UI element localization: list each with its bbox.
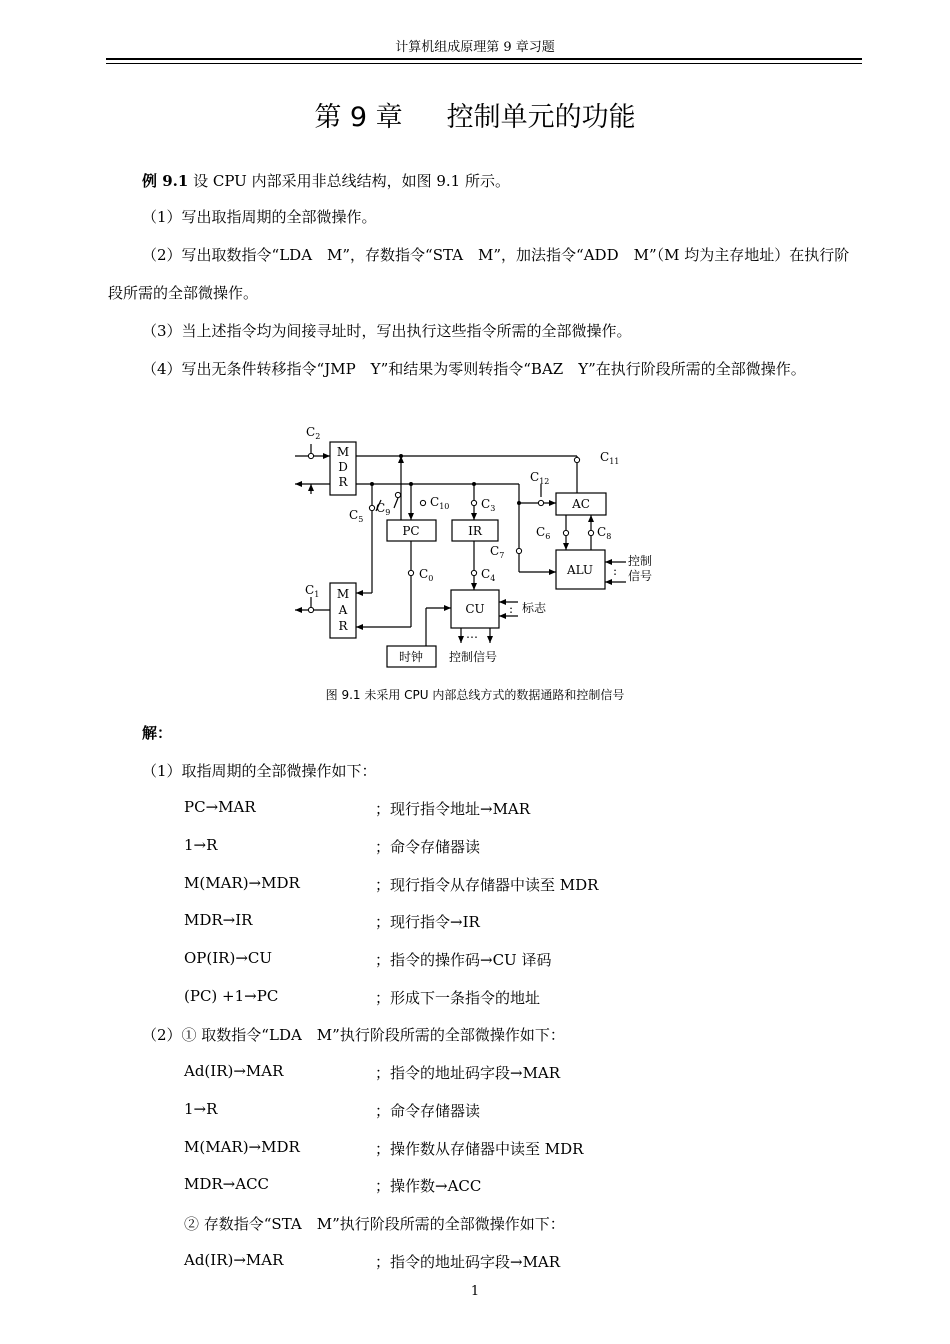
c6-switch bbox=[563, 530, 568, 535]
mdr-label-r: R bbox=[338, 475, 348, 489]
question-3: （3）当上述指令均为间接寻址时，写出执行这些指令所需的全部微操作。 bbox=[142, 322, 632, 340]
c8-label: $C_8$ bbox=[597, 525, 612, 541]
micro-op-comment: ；命令存储器读 bbox=[375, 1102, 481, 1120]
chapter-number: 第 9 章 bbox=[314, 102, 403, 133]
micro-op: 1→R bbox=[184, 1100, 218, 1118]
question-2: （2）写出取数指令“LDA M”，存数指令“STA M”，加法指令“ADD M”（M 均为主存地址）在执行阶段所需的全部微操作。 bbox=[108, 246, 850, 302]
flags-colon: : bbox=[509, 602, 514, 616]
micro-op: M(MAR)→MDR bbox=[184, 874, 300, 892]
control-in-label-1: 控制 bbox=[628, 554, 653, 568]
control-in-colon: : bbox=[613, 564, 618, 578]
mdr-label-d: D bbox=[338, 460, 348, 474]
part2b-title: ② 存数指令“STA M”执行阶段所需的全部微操作如下： bbox=[184, 1215, 565, 1233]
c7-switch bbox=[516, 548, 521, 553]
micro-op-comment: ；命令存储器读 bbox=[375, 838, 481, 856]
c5-label: $C_5$ bbox=[349, 508, 364, 524]
ac-label: AC bbox=[572, 497, 590, 511]
micro-op: Ad(IR)→MAR bbox=[184, 1251, 284, 1269]
datapath-figure bbox=[280, 425, 680, 675]
micro-op-comment: ；形成下一条指令的地址 bbox=[375, 989, 541, 1007]
chapter-title bbox=[0, 95, 950, 134]
c4-switch bbox=[471, 570, 476, 575]
alu-label: ALU bbox=[566, 563, 594, 577]
micro-op: OP(IR)→CU bbox=[184, 949, 273, 967]
mar-label-a: A bbox=[338, 603, 348, 617]
c9-switch bbox=[395, 492, 400, 497]
c11-label: $C_{11}$ bbox=[600, 450, 620, 466]
c8-switch bbox=[588, 530, 593, 535]
control-out-label: 控制信号 bbox=[449, 650, 498, 664]
c4-label: $C_4$ bbox=[481, 567, 496, 583]
c9-label: $C_9$ bbox=[376, 501, 391, 517]
example-intro bbox=[108, 162, 850, 200]
mar-label-r: R bbox=[338, 619, 348, 633]
c10-label: $C_{10}$ bbox=[430, 495, 450, 511]
question-1: （1）写出取指周期的全部微操作。 bbox=[142, 208, 377, 226]
c12-switch bbox=[538, 500, 543, 505]
c0-label: $C_0$ bbox=[419, 567, 434, 583]
micro-op-comment: ；现行指令地址→MAR bbox=[375, 800, 531, 818]
micro-op-comment: ；指令的地址码字段→MAR bbox=[375, 1253, 561, 1271]
micro-op: M(MAR)→MDR bbox=[184, 1138, 300, 1156]
c3-label: $C_3$ bbox=[481, 497, 496, 513]
mdr-label-m: M bbox=[336, 445, 350, 459]
control-out-dots: … bbox=[466, 627, 478, 641]
c3-switch bbox=[471, 500, 476, 505]
example-label: 例 9.1 bbox=[142, 172, 189, 190]
micro-op: 1→R bbox=[184, 836, 218, 854]
micro-op-comment: ；操作数从存储器中读至 MDR bbox=[375, 1140, 584, 1158]
clock-label: 时钟 bbox=[398, 650, 424, 664]
part2-title: （2）① 取数指令“LDA M”执行阶段所需的全部微操作如下： bbox=[142, 1026, 565, 1044]
page-number: 1 bbox=[470, 1284, 480, 1299]
micro-op-comment: ；现行指令→IR bbox=[375, 913, 480, 931]
c2-label: $C_2$ bbox=[306, 425, 321, 441]
pc-label: PC bbox=[402, 524, 420, 538]
solution-label: 解： bbox=[142, 724, 173, 742]
micro-op-comment: ；现行指令从存储器中读至 MDR bbox=[375, 876, 599, 894]
micro-op-comment: ；指令的操作码→CU 译码 bbox=[375, 951, 552, 969]
flags-label: 标志 bbox=[522, 601, 547, 615]
micro-op: (PC) +1→PC bbox=[184, 987, 279, 1005]
c10-switch bbox=[420, 500, 425, 505]
header-rule-thin bbox=[106, 63, 862, 64]
c7-label: $C_7$ bbox=[490, 544, 505, 560]
mar-label-m: M bbox=[336, 587, 350, 601]
figure-caption: 图 9.1 未采用 CPU 内部总线方式的数据通路和控制信号 bbox=[325, 688, 625, 702]
micro-op-comment: ；操作数→ACC bbox=[375, 1177, 482, 1195]
micro-op-comment: ；指令的地址码字段→MAR bbox=[375, 1064, 561, 1082]
c0-switch bbox=[408, 570, 413, 575]
c2-switch bbox=[308, 453, 313, 458]
page-header: 计算机组成原理第 9 章习题 bbox=[395, 40, 555, 55]
control-in-label-2: 信号 bbox=[628, 569, 653, 583]
micro-op: Ad(IR)→MAR bbox=[184, 1062, 284, 1080]
c12-label: $C_{12}$ bbox=[530, 470, 550, 486]
example-intro-text: 设 CPU 内部采用非总线结构，如图 9.1 所示。 bbox=[193, 172, 510, 190]
c5-switch bbox=[369, 505, 374, 510]
c1-switch bbox=[308, 607, 313, 612]
c6-label: $C_6$ bbox=[536, 525, 551, 541]
question-4: （4）写出无条件转移指令“JMP Y”和结果为零则转指令“BAZ Y”在执行阶段所需的全部微操作。 bbox=[142, 360, 806, 378]
chapter-name: 控制单元的功能 bbox=[446, 102, 636, 133]
micro-op: PC→MAR bbox=[184, 798, 256, 816]
part1-title: （1）取指周期的全部微操作如下： bbox=[142, 762, 377, 780]
header-rule-thick bbox=[106, 58, 862, 60]
ir-label: IR bbox=[468, 524, 482, 538]
c11-switch bbox=[574, 457, 579, 462]
c1-label: $C_1$ bbox=[305, 583, 320, 599]
cu-label: CU bbox=[465, 602, 485, 616]
micro-op: MDR→IR bbox=[184, 911, 253, 929]
micro-op: MDR→ACC bbox=[184, 1175, 270, 1193]
